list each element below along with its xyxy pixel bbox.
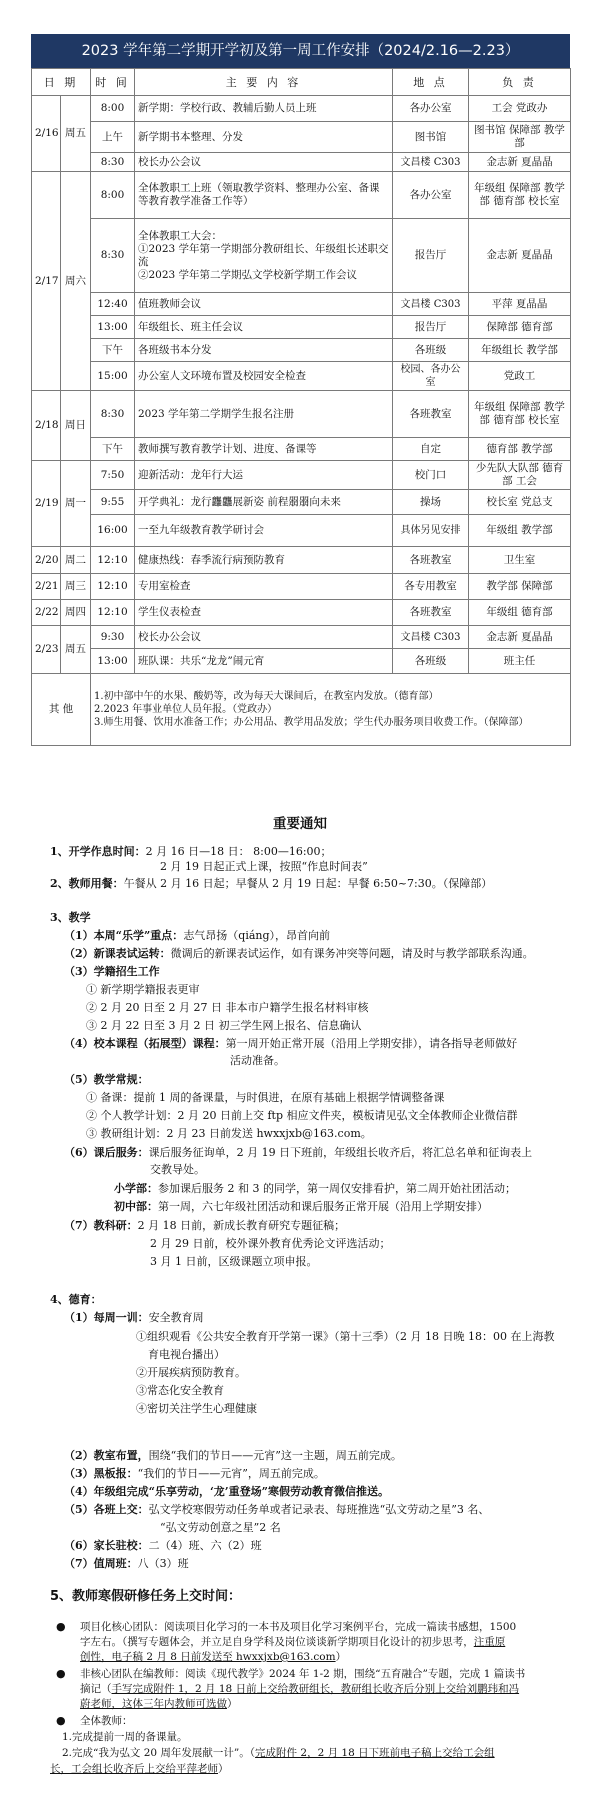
schedule-title: 2023 学年第二学期开学初及第一周工作安排（2024/2.16—2.23） [31, 34, 570, 68]
content-cell: 全体教职工上班（领取教学资料、整理办公室、备课等教育教学准备工作等） [135, 172, 393, 219]
b2-line1: 非核心团队在编教师：阅读《现代教学》2024 年 1-2 期，围绕“五育融合”专题，完成 1 篇读书 [80, 1668, 526, 1680]
content-line: ①2023 学年第一学期部分教研组长、年级组长述职交流 [138, 242, 389, 268]
place-cell: 文昌楼 C303 [393, 626, 469, 649]
b2-line2 [80, 1682, 519, 1696]
item-text: 八（3）班 [137, 1557, 189, 1570]
item-label: （2）新课表试运转： [64, 947, 171, 960]
b3-b-end: ） [218, 1763, 229, 1775]
item-label: 小学部： [114, 1182, 158, 1195]
item-label: （1）本周“乐学”重点： [64, 929, 184, 942]
section-3-label: 3、教学 [50, 911, 91, 924]
place-cell: 校门口 [393, 461, 469, 490]
content-cell: 办公室人文环境布置及校园安全检查 [135, 362, 393, 391]
moral-5-text2: “弘文劳动创意之星”2 名 [160, 1521, 281, 1534]
header-time: 时 间 [91, 69, 135, 96]
table-row [32, 515, 571, 547]
table-row [32, 96, 571, 122]
place-cell: 报告厅 [393, 219, 469, 293]
b1-text: 字左右。（撰写专题体会，并立足自身学科及岗位谈谈新学期项目化设计的初步思考， [80, 1636, 474, 1648]
item-text: 围绕“我们的节日——元宵”这一主题，周五前完成。 [148, 1449, 402, 1462]
time-cell: 8:30 [91, 153, 135, 172]
b3-b-underline-2: 长，工会组长收齐后上交给平萍老师 [50, 1763, 218, 1775]
time-cell: 8:30 [91, 391, 135, 438]
table-row [32, 391, 571, 438]
item-text: 志气昂扬（qiáng），昂首向前 [183, 929, 331, 942]
table-row [32, 600, 571, 626]
other-line: 1.初中部中午的水果、酸奶等，改为每天大课间后，在教室内发放。（德育部） [94, 691, 439, 702]
b2-end: ） [227, 1698, 238, 1710]
item-text: 第一周，六七年级社团活动和课后服务正常开展（沿用上学期安排） [158, 1200, 488, 1213]
item-label: （2）教室布置， [64, 1449, 149, 1462]
owner-cell: 金志新 夏晶晶 [469, 153, 571, 172]
section-4-label: 4、德育： [50, 1293, 102, 1306]
bullet-dot-icon: ● [56, 1667, 66, 1680]
owner-cell: 金志新 夏晶晶 [469, 219, 571, 293]
content-cell: 健康热线：春季流行病预防教育 [135, 547, 393, 574]
header-place: 地 点 [393, 69, 469, 96]
item-text: 安全教育周 [148, 1311, 204, 1324]
content-line: ②2023 学年第二学期弘文学校新学期工作会议 [138, 268, 358, 281]
weekday-cell: 周四 [61, 600, 91, 626]
teach-6-primary [114, 1182, 516, 1196]
moral-1-a2: 育电视台播出） [148, 1348, 225, 1361]
b1-line3 [80, 1650, 346, 1664]
b3-b-text: 2.完成“我为弘文 20 周年发展献一计”。（ [62, 1747, 256, 1759]
item-label: （3）黑板报： [64, 1467, 138, 1480]
header-date: 日 期 [32, 69, 91, 96]
table-row [32, 122, 571, 153]
place-cell: 具体另见安排 [393, 515, 469, 547]
teach-1 [64, 929, 330, 943]
bullet-dot-icon: ● [56, 1714, 66, 1727]
section-label: 1、开学作息时间： [50, 845, 146, 858]
date-cell: 2/18 [32, 391, 61, 461]
item-text: 二（4）班、六（2）班 [148, 1539, 262, 1552]
teach-4-text2: 活动准备。 [230, 1054, 285, 1067]
time-cell: 7:50 [91, 461, 135, 490]
time-cell: 8:30 [91, 219, 135, 293]
date-cell: 2/22 [32, 600, 61, 626]
moral-7 [64, 1557, 189, 1571]
content-cell: 2023 学年第二学期学生报名注册 [135, 391, 393, 438]
item-text: 弘文学校寒假劳动任务单或者记录表、每班推选“弘文劳动之星”3 名、 [148, 1503, 490, 1516]
table-header-row [32, 69, 571, 96]
owner-cell: 保障部 德育部 [469, 316, 571, 339]
place-cell: 报告厅 [393, 316, 469, 339]
header-content: 主 要 内 容 [135, 69, 393, 96]
other-label: 其 他 [32, 674, 91, 746]
date-cell: 2/20 [32, 547, 61, 574]
owner-cell: 年级组长 教学部 [469, 339, 571, 362]
bullet-dot-icon: ● [56, 1620, 66, 1633]
b1-underline-2: 创性，电子稿 2 月 8 日前发送至 hwxxjxb@163.com [80, 1651, 336, 1663]
item-text: 课后服务征询单，2 月 19 日下班前，年级组长收齐后，将汇总名单和征询表上 [148, 1146, 533, 1159]
owner-cell: 平萍 夏晶晶 [469, 293, 571, 316]
teach-4 [64, 1037, 517, 1051]
table-row [32, 649, 571, 674]
weekday-cell: 周五 [61, 96, 91, 172]
teach-7-b: 2 月 29 日前，校外课外教育优秀论文评选活动； [150, 1237, 391, 1250]
weekday-cell: 周三 [61, 574, 91, 600]
weekday-cell: 周一 [61, 461, 91, 547]
b3-b2 [50, 1762, 229, 1776]
b2-line3 [80, 1697, 238, 1711]
time-cell: 9:30 [91, 626, 135, 649]
teach-6-text2: 交教导处。 [150, 1163, 205, 1176]
item-text: 2 月 18 日前，新成长教育研究专题征稿； [137, 1219, 346, 1232]
place-cell: 各办公室 [393, 172, 469, 219]
content-cell: 年级组长、班主任会议 [135, 316, 393, 339]
section-text: 2 月 19 日起正式上课，按照“作息时间表” [160, 860, 368, 873]
time-cell: 9:55 [91, 490, 135, 515]
date-cell: 2/23 [32, 626, 61, 674]
place-cell: 文昌楼 C303 [393, 153, 469, 172]
owner-cell: 年级组 教学部 [469, 515, 571, 547]
teach-7 [64, 1219, 345, 1233]
teach-6-middle [114, 1200, 488, 1214]
content-cell: 学生仪表检查 [135, 600, 393, 626]
owner-cell: 图书馆 保障部 教学部 [469, 122, 571, 153]
section-text: 2 月 16 日—18 日： 8:00—16:00； [145, 845, 332, 858]
item-text: 参加课后服务 2 和 3 的同学，第一周仅安排看护，第二周开始社团活动； [158, 1182, 516, 1195]
moral-1-c: ③常态化安全教育 [136, 1384, 224, 1397]
other-content [91, 674, 571, 746]
place-cell: 自定 [393, 438, 469, 461]
table-row [32, 219, 571, 293]
time-cell: 上午 [91, 122, 135, 153]
time-cell: 13:00 [91, 316, 135, 339]
section-text: 午餐从 2 月 16 日起；早餐从 2 月 19 日起：早餐 6:50~7:30。（保障部） [123, 877, 493, 890]
table-row [32, 153, 571, 172]
place-cell: 各办公室 [393, 96, 469, 122]
owner-cell: 金志新 夏晶晶 [469, 626, 571, 649]
weekday-cell: 周六 [61, 172, 91, 391]
table-row [32, 172, 571, 219]
content-cell [135, 219, 393, 293]
moral-1 [64, 1311, 204, 1325]
place-cell: 校园、各办公室 [393, 362, 469, 391]
teach-3-b: ② 2 月 20 日至 2 月 27 日 非本市户籍学生报名材料审核 [86, 1001, 369, 1014]
content-line: 全体教职工大会： [138, 229, 222, 242]
item-label: （7）教科研： [64, 1219, 138, 1232]
owner-cell: 班主任 [469, 649, 571, 674]
content-cell: 开学典礼：龙行龘龘展新姿 前程朤朤向未来 [135, 490, 393, 515]
teach-3-a: ① 新学期学籍报表更审 [86, 983, 200, 996]
item-text: “我们的节日——元宵”，周五前完成。 [137, 1467, 325, 1480]
teach-3-label: （3）学籍招生工作 [64, 965, 160, 978]
table-row [32, 438, 571, 461]
table-row [32, 547, 571, 574]
owner-cell: 德育部 教学部 [469, 438, 571, 461]
table-row [32, 574, 571, 600]
time-cell: 15:00 [91, 362, 135, 391]
moral-1-d: ④密切关注学生心理健康 [136, 1402, 257, 1415]
teach-3-c: ③ 2 月 22 日至 3 月 2 日 初三学生网上报名、信息确认 [86, 1019, 362, 1032]
teach-7-c: 3 月 1 日前，区级课题立项申报。 [150, 1255, 318, 1268]
weekday-cell: 周日 [61, 391, 91, 461]
place-cell: 图书馆 [393, 122, 469, 153]
moral-2 [64, 1449, 402, 1463]
place-cell: 各班教室 [393, 600, 469, 626]
item-label: （5）各班上交： [64, 1503, 149, 1516]
time-cell: 8:00 [91, 96, 135, 122]
place-cell: 操场 [393, 490, 469, 515]
time-cell: 下午 [91, 339, 135, 362]
moral-4: （4）年级组完成“乐享劳动，‘龙’重登场”寒假劳动教育微信推送。 [64, 1485, 389, 1498]
owner-cell: 校长室 党总支 [469, 490, 571, 515]
time-cell: 12:10 [91, 600, 135, 626]
b3-b-underline: 完成附件 2，2 月 18 日下班前电子稿上交给工会组 [255, 1747, 495, 1759]
table-row [32, 293, 571, 316]
owner-cell: 年级组 保障部 教学部 德育部 校长室 [469, 391, 571, 438]
content-cell: 一至九年级教育教学研讨会 [135, 515, 393, 547]
content-cell: 各班级书本分发 [135, 339, 393, 362]
owner-cell: 年级组 德育部 [469, 600, 571, 626]
table-row [32, 362, 571, 391]
content-cell: 新学期书本整理、分发 [135, 122, 393, 153]
time-cell: 16:00 [91, 515, 135, 547]
moral-5 [64, 1503, 489, 1517]
table-row [32, 490, 571, 515]
place-cell: 各班教室 [393, 547, 469, 574]
table-row [32, 626, 571, 649]
owner-cell: 工会 党政办 [469, 96, 571, 122]
moral-3 [64, 1467, 325, 1481]
b1-underline: 注重原 [473, 1636, 506, 1648]
weekday-cell: 周五 [61, 626, 91, 674]
content-cell: 值班教师会议 [135, 293, 393, 316]
item-label: 初中部： [114, 1200, 158, 1213]
teach-2 [64, 947, 534, 961]
b1-line2 [80, 1635, 505, 1649]
b2-underline: 手写完成附件 1，2 月 18 日前上交给教研组长，教研组长收齐后分别上交给刘鹏玮和冯 [111, 1683, 520, 1695]
place-cell: 文昌楼 C303 [393, 293, 469, 316]
item-label: （4）校本课程（拓展型）课程： [64, 1037, 226, 1050]
other-line: 2.2023 年事业单位人员年报。（党政办） [94, 704, 278, 715]
owner-cell: 教学部 保障部 [469, 574, 571, 600]
notice-heading: 重要通知 [273, 816, 327, 832]
moral-6 [64, 1539, 262, 1553]
schedule-table [31, 68, 571, 746]
table-row-other [32, 674, 571, 746]
place-cell: 各班级 [393, 339, 469, 362]
weekday-cell: 周二 [61, 547, 91, 574]
owner-cell: 卫生室 [469, 547, 571, 574]
teach-5-a: ① 备课：提前 1 周的备课量，与时俱进，在原有基础上根据学情调整备课 [86, 1091, 445, 1104]
time-cell: 12:40 [91, 293, 135, 316]
owner-cell: 年级组 保障部 教学部 德育部 校长室 [469, 172, 571, 219]
b3-a: 1.完成提前一周的备课量。 [62, 1731, 188, 1743]
table-row [32, 316, 571, 339]
moral-1-b: ②开展疾病预防教育。 [136, 1366, 246, 1379]
time-cell: 8:00 [91, 172, 135, 219]
place-cell: 各班教室 [393, 391, 469, 438]
place-cell: 各班级 [393, 649, 469, 674]
table-row [32, 339, 571, 362]
header-owner: 负 责 [469, 69, 571, 96]
item-text: 微调后的新课表试运作，如有课务冲突等问题，请及时与教学部联系沟通。 [170, 947, 534, 960]
content-cell: 教师撰写教育教学计划、进度、备课等 [135, 438, 393, 461]
b3-line1: 全体教师： [80, 1715, 133, 1727]
date-cell: 2/21 [32, 574, 61, 600]
teach-6 [64, 1146, 532, 1160]
time-cell: 下午 [91, 438, 135, 461]
content-cell: 校长办公会议 [135, 153, 393, 172]
item-label: （1）每周一训： [64, 1311, 149, 1324]
owner-cell: 少先队大队部 德育部 工会 [469, 461, 571, 490]
content-cell: 新学期：学校行政、教辅后勤人员上班 [135, 96, 393, 122]
item-label: （7）值周班： [64, 1557, 138, 1570]
item-label: （6）家长驻校： [64, 1539, 149, 1552]
section-2 [50, 877, 492, 891]
b3-b [62, 1746, 495, 1760]
moral-1-a: ①组织观看《公共安全教育开学第一课》（第十三季）（2 月 18 日晚 18：00 在上海教 [136, 1330, 555, 1343]
b1-end: ） [335, 1651, 347, 1663]
b2-text: 摘记（ [80, 1683, 112, 1695]
teach-5-b: ② 个人教学计划：2 月 20 日前上交 ftp 相应文件夹，模板请见弘文全体教师企业微信群 [86, 1109, 518, 1122]
section-5-label: 5、教师寒假研修任务上交时间： [50, 1589, 242, 1604]
date-cell: 2/16 [32, 96, 61, 172]
date-cell: 2/17 [32, 172, 61, 391]
item-text: 第一周开始正常开展（沿用上学期安排），请各指导老师做好 [225, 1037, 518, 1050]
time-cell: 12:10 [91, 574, 135, 600]
time-cell: 12:10 [91, 547, 135, 574]
teach-5-c: ③ 教研组计划：2 月 23 日前发送 hwxxjxb@163.com。 [86, 1127, 372, 1140]
date-cell: 2/19 [32, 461, 61, 547]
b1-line1: 项目化核心团队：阅读项目化学习的一本书及项目化学习案例平台，完成一篇读书感想，1500 [80, 1621, 517, 1633]
section-label: 2、教师用餐： [50, 877, 124, 890]
teach-5-label: （5）教学常规： [64, 1073, 149, 1086]
section-1 [50, 845, 332, 859]
item-label: （6）课后服务： [64, 1146, 149, 1159]
content-cell: 专用室检查 [135, 574, 393, 600]
content-cell: 迎新活动：龙年行大运 [135, 461, 393, 490]
b2-underline-2: 蔚老师，这体三年内教师可选做 [80, 1698, 227, 1710]
other-line: 3.师生用餐、饮用水准备工作；办公用品、教学用品发放；学生代办服务项目收费工作。（保障部） [94, 717, 529, 728]
time-cell: 13:00 [91, 649, 135, 674]
table-row [32, 461, 571, 490]
content-cell: 校长办公会议 [135, 626, 393, 649]
place-cell: 各专用教室 [393, 574, 469, 600]
content-cell: 班队课：共乐“龙龙”闹元宵 [135, 649, 393, 674]
owner-cell: 党政工 [469, 362, 571, 391]
